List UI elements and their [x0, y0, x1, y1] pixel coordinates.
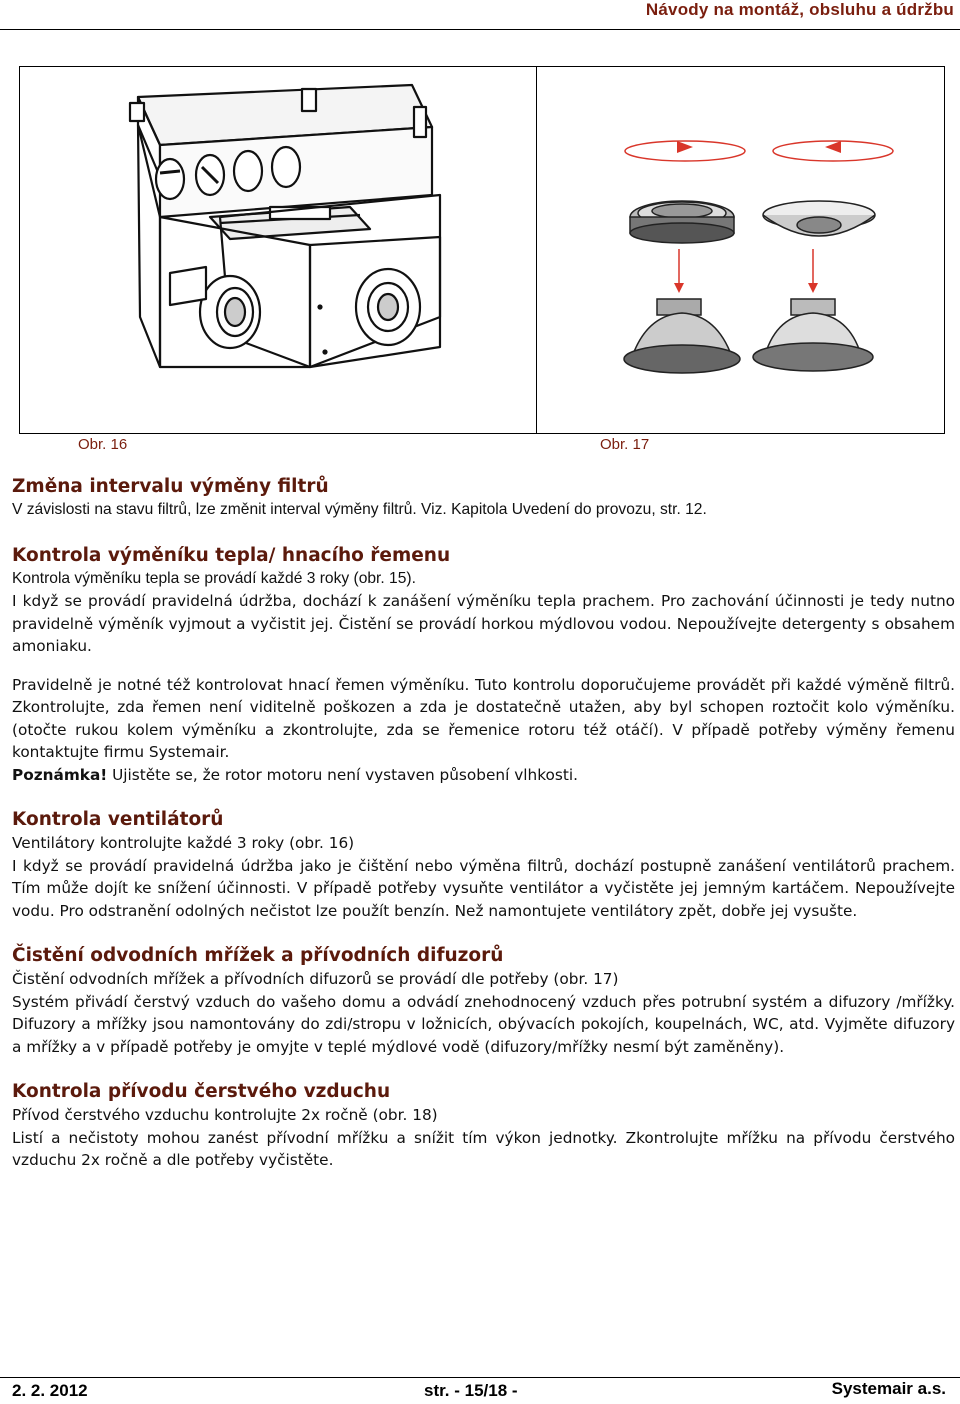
footer-page-number: str. - 15/18 - — [424, 1381, 518, 1400]
paragraph: Systém přivádí čerstvý vzduch do vašeho domu a odvádí znehodnocený vzduch přes potrubní systém a difuzory /mřížky. Difuzory a mřížky jsou namontovány do zdi/stropu v ložnicích, obývacích pokojích, koupelnách, WC, atd. Vyjměte difuzory a mřížky a v případě potřeby je omyjte v teplé mýdlové vodě (difuzory/mřížky nesmí být zaměněny). — [12, 992, 955, 1056]
header-divider — [0, 29, 960, 30]
paragraph: V závislosti na stavu filtrů, lze změnit interval výměny filtrů. Viz. Kapitola Uvedení do provozu, str. 12. — [12, 501, 707, 518]
section-fresh-air — [12, 1080, 955, 1172]
paragraph: I když se provádí pravidelná údržba jako je čištění nebo výměna filtrů, dochází postupně zanášení ventilátorů prachem. Tím může dojít ke snížení účinnosti. V případě potřeby vysuňte ventilátor a vyčistěte jej jemným kartáčem. Nepoužívejte vodu. Pro odstranění odolných nečistot lze použít benzín. Než namontujete ventilátory zpět, dobře jej vysušte. — [12, 856, 955, 920]
note-label: Poznámka! — [12, 765, 108, 784]
section-heading: Kontrola výměníku tepla/ hnacího řemenu — [12, 544, 451, 566]
figure-17-caption: Obr. 17 — [600, 436, 650, 453]
note-text: Ujistěte se, že rotor motoru není vystaven působení vlhkosti. — [107, 765, 578, 784]
section-fans — [12, 808, 955, 922]
section-heading: Kontrola přívodu čerstvého vzduchu — [12, 1081, 391, 1102]
paragraph: Pravidelně je notné též kontrolovat hnací řemen výměníku. Tuto kontrolu doporučujeme provádět při každé výměně filtrů. Zkontrolujte, zda řemen není viditelně poškozen a zda je dostatečně utažen, aby byl schopen roztočit kolo výměníku. (otočte rukou kolem výměníku a zkontrolujte, zda se řemenice rotoru též otáčí). V případě potřeby výměny řemenu kontaktujte firmu Systemair. — [12, 675, 955, 761]
paragraph: Čistění odvodních mřížek a přívodních difuzorů se provádí dle potřeby (obr. 17) — [12, 970, 619, 988]
section-heading: Změna intervalu výměny filtrů — [12, 476, 329, 497]
footer-company: Systemair a.s. — [831, 1379, 946, 1398]
section-heat-exchanger — [12, 544, 955, 787]
footer-divider — [0, 1377, 315, 1378]
figure-16-caption: Obr. 16 — [78, 436, 128, 453]
paragraph: Listí a nečistoty mohou zanést přívodní mřížku a snížit tím výkon jednotky. Zkontrolujte mřížku na přívodu čerstvého vzduchu 2x ročně a dle potřeby vyčistěte. — [12, 1128, 955, 1169]
paragraph: Přívod čerstvého vzduchu kontrolujte 2x ročně (obr. 18) — [12, 1106, 438, 1124]
document-body — [12, 475, 955, 1172]
figure-16-frame — [19, 66, 537, 434]
section-heading: Čistění odvodních mřížek a přívodních difuzorů — [12, 945, 504, 966]
document-header-title: Návody na montáž, obsluhu a údržbu — [645, 0, 954, 19]
paragraph: Kontrola výměníku tepla se provádí každé 3 roky (obr. 15). — [12, 569, 416, 587]
diffuser-illustration — [537, 67, 944, 433]
paragraph: I když se provádí pravidelná údržba, dochází k zanášení výměníku tepla prachem. Pro zachování účinnosti je tedy nutno pravidelně výměník vyjmout a vyčistit jej. Čistění se provádí horkou mýdlovou vodou. Nepoužívejte detergenty s obsahem amoniaku. — [12, 592, 955, 655]
figure-17-frame — [536, 66, 945, 434]
footer-divider-right — [315, 1377, 960, 1378]
section-heading: Kontrola ventilátorů — [12, 809, 224, 830]
note-paragraph — [12, 764, 955, 787]
paragraph: Ventilátory kontrolujte každé 3 roky (obr. 16) — [12, 834, 355, 852]
ventilation-unit-illustration — [20, 67, 536, 433]
section-diffusers — [12, 944, 955, 1058]
section-filter-interval — [12, 475, 955, 522]
footer-date: 2. 2. 2012 — [12, 1381, 88, 1400]
